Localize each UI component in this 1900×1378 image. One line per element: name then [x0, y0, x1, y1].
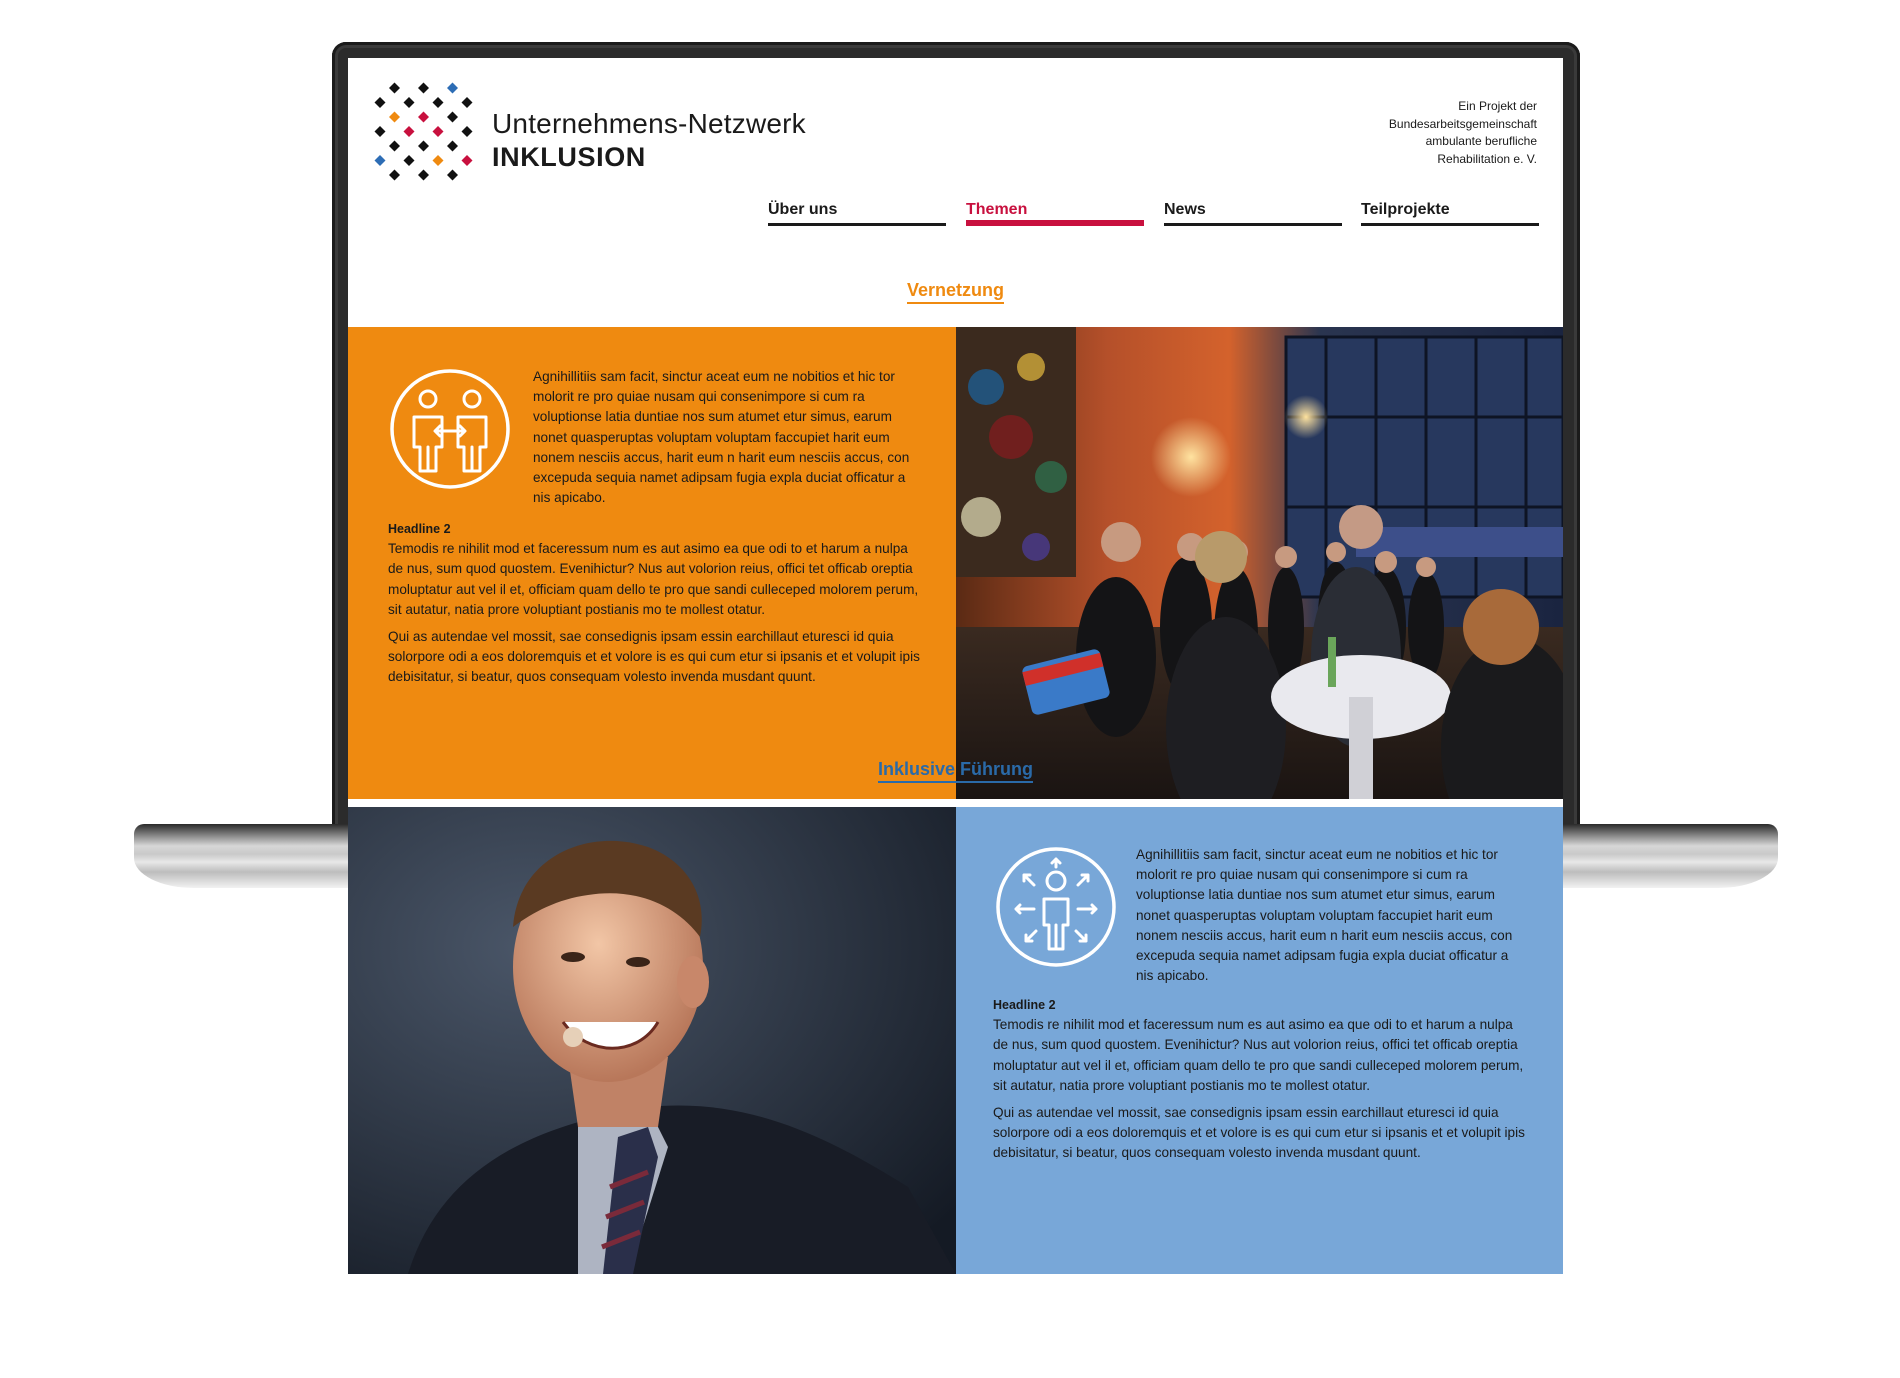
logo-cell	[389, 112, 400, 123]
headline-2: Headline 2	[388, 522, 451, 536]
logo-cell	[462, 155, 473, 166]
intro-text: Agnihillitiis sam facit, sinctur aceat eum ne nobitios et hic tor molorit re pro quiae nusam qui consenimpore si cum ra voluptionse latia duntiae nos sum atumet etur simus, earum nonet quasperuptas voluptam voluptam faccupiet harit eum nonem nesciis accus, harit eum n harit eum nesciis accus, con excepuda sequia namet adipsam fugia expla duciat officatur a nis apicabo.	[533, 369, 910, 506]
logo-cell	[389, 170, 400, 181]
logo-cell	[418, 83, 429, 94]
site-header	[348, 58, 1563, 248]
main-navigation	[768, 198, 1538, 228]
website-screen	[348, 58, 1563, 1378]
logo-cell	[404, 126, 415, 137]
logo-cell	[418, 112, 429, 123]
nav-item-themen[interactable]: Themen	[966, 198, 1144, 226]
section-vernetzung	[348, 327, 1563, 799]
logo-cell	[375, 97, 386, 108]
logo-cell	[433, 155, 444, 166]
project-note-line: ambulante berufliche	[1425, 134, 1537, 148]
body-paragraph: Qui as autendae vel mossit, sae consedignis ipsam essin earchillaut eturesci id quia solorpore odi a eos doloremquis et et volore is es qui cum etur si ipsanis et et volupit ipis debisitatur, si beatur, quos consequam volesto invenda musdant quunt.	[388, 629, 920, 685]
logo-cell	[389, 83, 400, 94]
logo-cell	[433, 97, 444, 108]
project-note-line: Rehabilitation e. V.	[1437, 151, 1537, 166]
networking-event-photo	[956, 327, 1563, 799]
nav-item-ueber-uns[interactable]: Über uns	[768, 198, 946, 226]
body-paragraph: Temodis re nihilit mod et faceressum num es aut asimo ea que odi to et harum a nulpa de nus, sum quod quostem. Evenihictur? Nus aut volorion reius, offici tet officab oreptia moluptatur aut vel il et, officiam quam dello te pro que sandi culleceped molorem perum, sit autatur, natia prore voluptiant postianis mo te mollest otatur.	[388, 541, 919, 617]
section-title-vernetzung[interactable]: Vernetzung	[348, 280, 1563, 304]
text-panel-orange	[348, 327, 956, 799]
logo-cell	[447, 112, 458, 123]
logo-name-line2: INKLUSION	[492, 142, 646, 172]
section-inklusive-fuehrung	[348, 807, 1563, 1274]
logo-cell	[418, 170, 429, 181]
logo-mark-icon[interactable]	[372, 80, 476, 184]
nav-item-teilprojekte[interactable]: Teilprojekte	[1361, 198, 1539, 226]
nav-item-news[interactable]: News	[1164, 198, 1342, 226]
speaker-portrait-photo	[348, 807, 956, 1274]
logo-cell	[375, 155, 386, 166]
logo-cell	[447, 170, 458, 181]
logo-cell	[389, 141, 400, 152]
body-text-block	[388, 519, 920, 695]
logo-cell	[462, 97, 473, 108]
headline-2: Headline 2	[993, 998, 1056, 1012]
logo-cell	[375, 126, 386, 137]
logo-cell	[404, 97, 415, 108]
person-arrows-icon	[994, 845, 1118, 969]
intro-text: Agnihillitiis sam facit, sinctur aceat eum ne nobitios et hic tor molorit re pro quiae nusam qui consenimpore si cum ra voluptionse latia duntiae nos sum atumet etur simus, earum nonet quasperuptas voluptam voluptam faccupiet harit eum nonem nesciis accus, harit eum n harit eum nesciis accus, con excepuda sequia namet adipsam fugia expla duciat officatur a nis apicabo.	[1136, 847, 1513, 984]
section-title-inklusive-fuehrung[interactable]: Inklusive Führung	[348, 759, 1563, 783]
project-note	[1347, 98, 1537, 168]
two-people-exchange-icon	[388, 367, 512, 491]
logo-cell	[462, 126, 473, 137]
logo-wordmark[interactable]	[492, 108, 806, 173]
body-text-block	[993, 995, 1525, 1171]
body-paragraph: Qui as autendae vel mossit, sae consedignis ipsam essin earchillaut eturesci id quia solorpore odi a eos doloremquis et et volore is es qui cum etur si ipsanis et et volupit ipis debisitatur, si beatur, quos consequam volesto invenda musdant quunt.	[993, 1105, 1525, 1161]
text-panel-blue	[956, 807, 1563, 1274]
logo-cell	[447, 141, 458, 152]
logo-cell	[447, 83, 458, 94]
body-paragraph: Temodis re nihilit mod et faceressum num es aut asimo ea que odi to et harum a nulpa de nus, sum quod quostem. Evenihictur? Nus aut volorion reius, offici tet officab oreptia moluptatur aut vel il et, officiam quam dello te pro que sandi culleceped molorem perum, sit autatur, natia prore voluptiant postianis mo te mollest otatur.	[993, 1017, 1524, 1093]
project-note-line: Bundesarbeitsgemeinschaft	[1388, 116, 1537, 131]
logo-cell	[404, 155, 415, 166]
logo-cell	[418, 141, 429, 152]
logo-cell	[433, 126, 444, 137]
logo-name-line1: Unternehmens-Netzwerk	[492, 108, 806, 139]
project-note-line: Ein Projekt der	[1458, 99, 1537, 113]
